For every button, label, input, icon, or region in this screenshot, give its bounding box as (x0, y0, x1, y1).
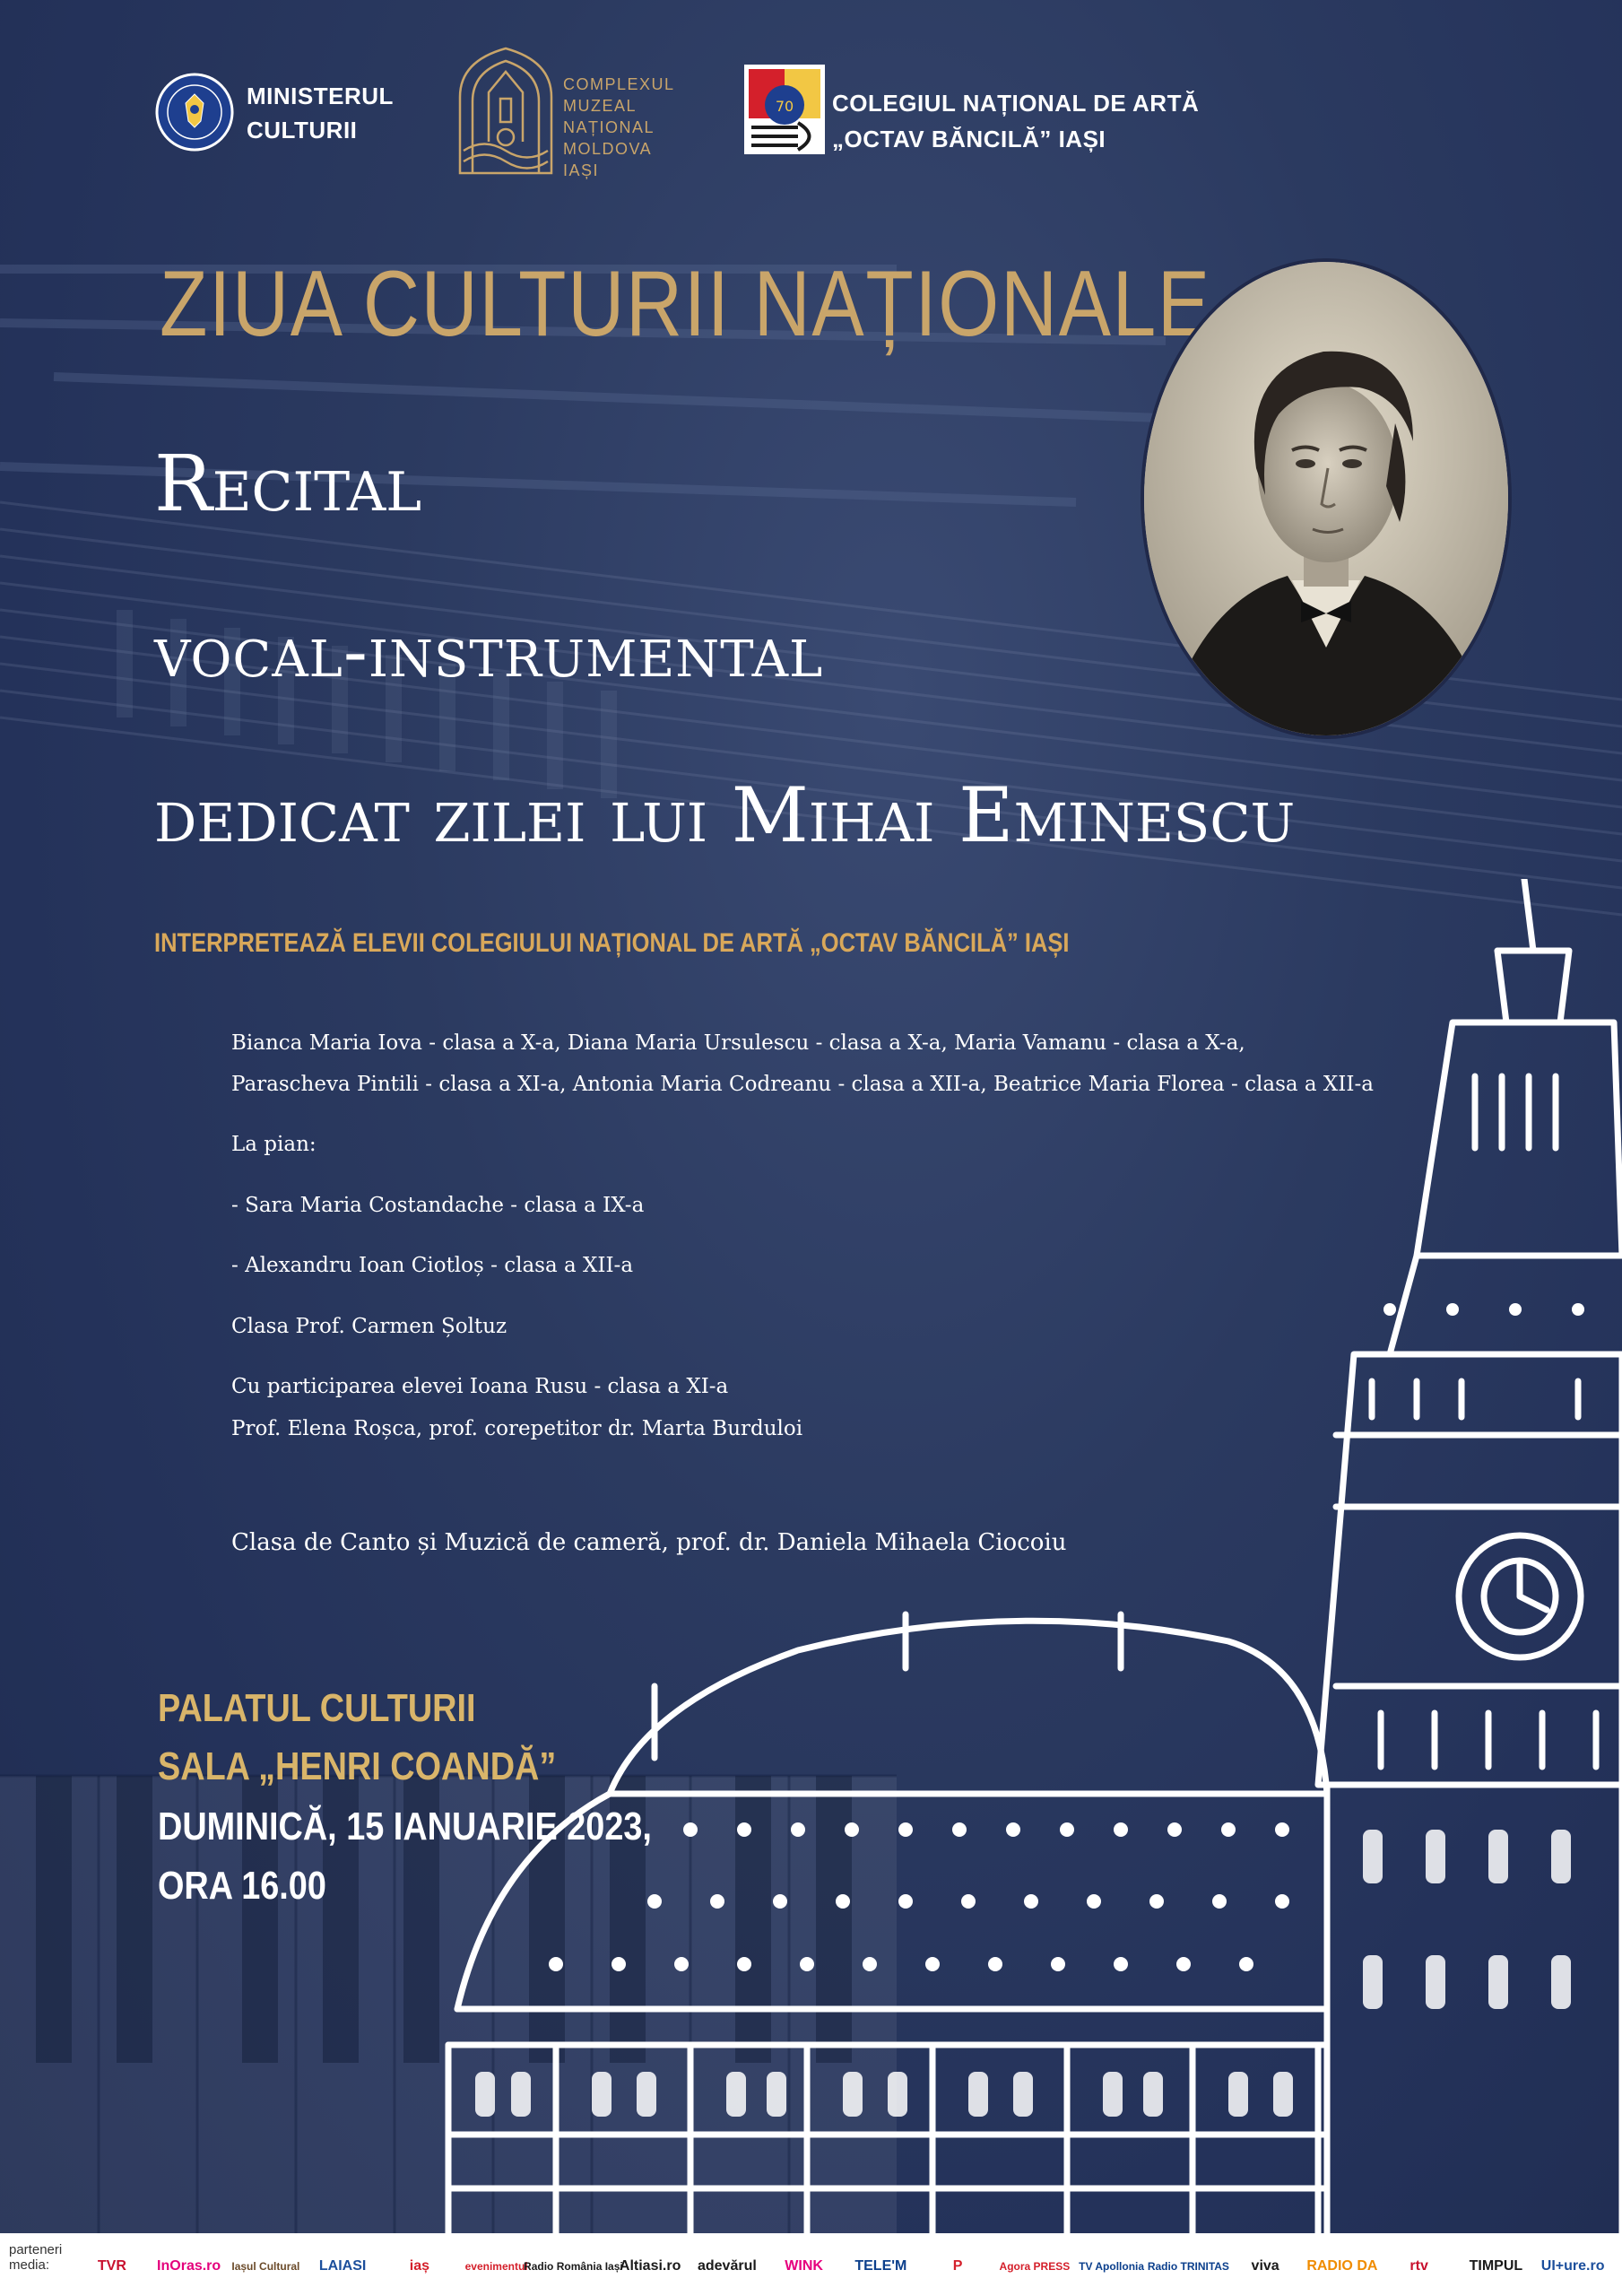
event-subtitle-dedication: dedicat zilei lui Mihai Eminescu (154, 771, 1296, 859)
singers-line-1: Bianca Maria Iova - clasa a X-a, Diana Maria Ursulescu - clasa a X-a, Maria Vamanu - clasa a X-a, (231, 1031, 1245, 1055)
media-partner-logo: iaș (409, 2258, 429, 2274)
museum-line-4: MOLDOVA (563, 140, 653, 158)
media-partner-logo: Altiasi.ro (619, 2258, 681, 2274)
performers-heading: INTERPRETEAZĂ ELEVII COLEGIULUI NAȚIONAL DE ARTĂ „OCTAV BĂNCILĂ” IAȘI (154, 928, 1070, 958)
pianist-1: - Sara Maria Costandache - clasa a IX-a (231, 1194, 645, 1217)
ministry-line-1: MINISTERUL (247, 83, 394, 109)
college-line-1: COLEGIUL NAȚIONAL DE ARTĂ (832, 90, 1200, 117)
venue-place: PALATUL CULTURII (158, 1686, 476, 1730)
media-partner-logo: InOras.ro (157, 2258, 221, 2274)
museum-line-2: MUZEAL (563, 97, 638, 115)
media-partner-logo: TVR (97, 2258, 126, 2274)
museum-name (563, 74, 689, 181)
media-partner-logo: WINK (785, 2258, 823, 2274)
partners-label-line-2: media: (9, 2257, 50, 2273)
media-partner-logo: Iașul Cultural (231, 2260, 300, 2273)
media-partner-logo: TIMPUL (1469, 2258, 1523, 2274)
event-subtitle-recital: Recital (154, 439, 422, 529)
media-partner-logo: LAIASI (318, 2258, 367, 2274)
media-partner-logo: rtv (1409, 2258, 1428, 2274)
media-partner-logo: adevărul (697, 2258, 757, 2274)
media-partner-logo: evenimentul (464, 2260, 528, 2273)
college-line-2: „OCTAV BĂNCILĂ” IAȘI (832, 126, 1106, 152)
college-logo-icon (744, 65, 825, 154)
museum-line-3: NAȚIONAL (563, 118, 655, 136)
event-subtitle-vocal-instrumental: vocal-instrumental (154, 610, 824, 693)
portrait-illustration (1144, 262, 1508, 735)
piano-label: La pian: (231, 1133, 317, 1156)
event-title: ZIUA CULTURII NAȚIONALE (160, 252, 1211, 356)
canto-class: Clasa de Canto și Muzică de cameră, prof. dr. Daniela Mihaela Ciocoiu (231, 1529, 1067, 1556)
museum-complex-logo-icon (453, 43, 559, 178)
palace-of-culture-illustration (421, 879, 1622, 2242)
media-partner-logo: Radio TRINITAS (1147, 2260, 1229, 2273)
venue-hall: SALA „HENRI COANDĂ” (158, 1744, 557, 1788)
media-partner-logo: Radio România Iași (524, 2260, 623, 2273)
event-time: ORA 16.00 (158, 1864, 326, 1908)
museum-line-5: IAȘI (563, 161, 600, 179)
media-partners-label (9, 2242, 62, 2273)
media-partner-logo: viva (1251, 2258, 1279, 2274)
media-partner-logo: RADIO DA (1306, 2258, 1378, 2274)
guest-line-2: Prof. Elena Roșca, prof. corepetitor dr. Marta Burduloi (231, 1417, 803, 1440)
ministry-line-2: CULTURII (247, 117, 358, 144)
guest-line-1: Cu participarea elevei Ioana Rusu - clasa a XI-a (231, 1375, 729, 1398)
college-badge-number: 70 (775, 98, 794, 115)
media-partner-logo: TELE'M (854, 2258, 907, 2274)
eminescu-portrait (1144, 262, 1508, 735)
media-partner-logo: Agora PRESS (999, 2260, 1071, 2273)
partners-label-line-1: parteneri (9, 2242, 63, 2257)
government-seal-icon (154, 72, 235, 152)
piano-class: Clasa Prof. Carmen Șoltuz (231, 1315, 507, 1338)
college-name (832, 85, 1245, 157)
media-partner-logo: UI+ure.ro (1540, 2258, 1605, 2274)
media-partner-logo: TV Apollonia (1079, 2260, 1145, 2273)
event-date: DUMINICĂ, 15 IANUARIE 2023, (158, 1805, 652, 1848)
ministry-name (247, 79, 394, 147)
singers-line-2: Parascheva Pintili - clasa a XI-a, Antonia Maria Codreanu - clasa a XII-a, Beatrice Maria Florea - clasa a XII-a (231, 1073, 1374, 1096)
pianist-2: - Alexandru Ioan Ciotloș - clasa a XII-a (231, 1254, 634, 1277)
media-partner-logo: P (952, 2258, 963, 2274)
museum-line-1: COMPLEXUL (563, 75, 675, 93)
